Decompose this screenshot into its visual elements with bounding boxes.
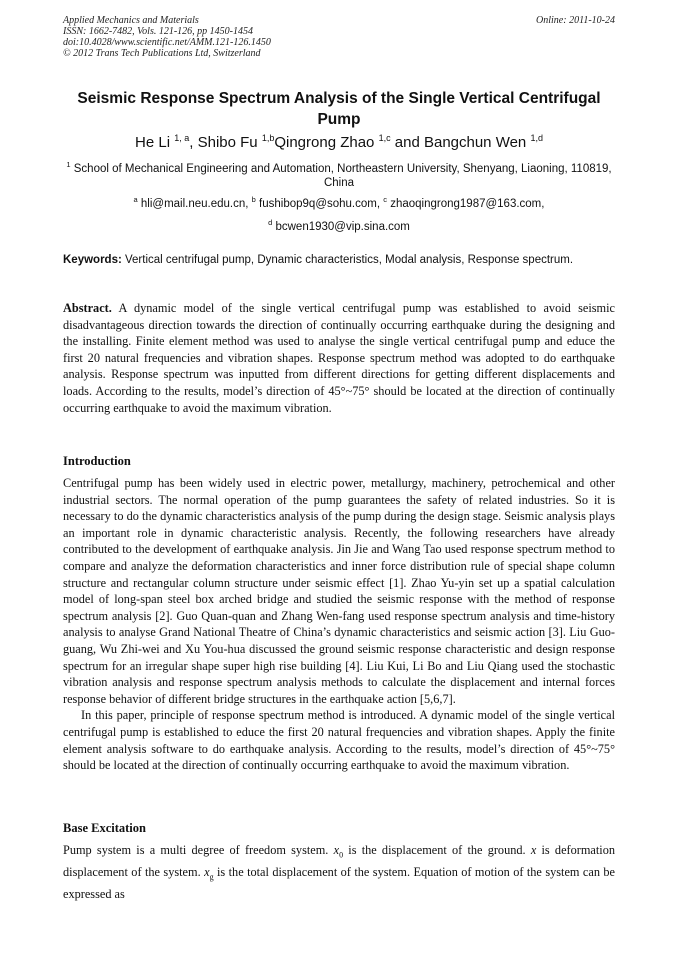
text-run: Pump system is a multi degree of freedom system. (63, 843, 329, 857)
email-line-1 (63, 195, 615, 210)
email-address: fushibop9q@sohu.com, (259, 198, 381, 210)
text-run: is the displacement of the ground. (348, 843, 526, 857)
email-address: hli@mail.neu.edu.cn, (140, 198, 249, 210)
email-address: zhaoqingrong1987@163.com, (390, 198, 545, 210)
copyright-line: © 2012 Trans Tech Publications Ltd, Switzerland (63, 48, 261, 59)
variable-symbol: x (204, 865, 210, 880)
author-name: Qingrong Zhao (274, 134, 375, 151)
author-list (63, 133, 615, 151)
author-separator: , (189, 134, 194, 151)
abstract-label: Abstract. (63, 301, 112, 315)
author-name: He Li (135, 134, 171, 151)
text-run: is deformation displacement of the system. (63, 843, 616, 880)
variable-x0 (333, 843, 344, 860)
base-excitation-paragraph (63, 842, 615, 903)
affiliation (63, 158, 615, 190)
email-mark: b (251, 195, 256, 204)
keywords-label: Keywords: (63, 254, 122, 266)
author-name: Bangchun Wen (423, 134, 527, 151)
variable-subscript: g (209, 872, 214, 882)
keywords-text: Vertical centrifugal pump, Dynamic characteristics, Modal analysis, Response spectrum. (125, 254, 574, 266)
online-date: Online: 2011-10-24 (536, 15, 615, 26)
author-separator: and (394, 134, 420, 151)
variable-subscript: 0 (339, 850, 344, 860)
section-heading-base-excitation: Base Excitation (63, 821, 146, 835)
issn-line: ISSN: 1662-7482, Vols. 121-126, pp 1450-1454 (63, 26, 253, 37)
variable-xg (204, 865, 214, 882)
paper-title: Seismic Response Spectrum Analysis of the Single Vertical Centrifugal Pump (77, 90, 601, 128)
author-affil-mark: 1,c (378, 133, 391, 143)
affiliation-mark: 1 (66, 160, 71, 169)
journal-name: Applied Mechanics and Materials (63, 15, 199, 26)
base-excitation-body (63, 842, 615, 903)
email-mark: d (268, 218, 273, 227)
text-run: is the total displacement of the system. Equation of motion of the system can be expressed as (63, 865, 616, 902)
introduction-paragraph-2: In this paper, principle of response spectrum method is introduced. A dynamic model of the single vertical centrifugal pump is established to educe the first 20 natural frequencies and vibration shapes. Apply the finite element analysis software to do earthquake analysis. According to the results, model’s direction of 45°~75° should be located at the direction of continually occurring earthquake to avoid the maximum vibration. (63, 708, 615, 773)
variable-symbol: x (333, 843, 340, 857)
author-name: Shibo Fu (197, 134, 258, 151)
email-mark: c (383, 195, 387, 204)
author-affil-mark: 1,b (261, 133, 275, 143)
introduction-body (63, 475, 615, 774)
abstract-block (63, 300, 615, 416)
affiliation-text: School of Mechanical Engineering and Automation, Northeastern University, Shenyang, Liaoning, 110819, China (73, 163, 612, 189)
section-heading-introduction: Introduction (63, 454, 131, 468)
abstract-text: A dynamic model of the single vertical centrifugal pump was established to avoid seismic disadvantageous direction towards the direction of continually occurring earthquake during the designing and the installing. Finite element method was used to analyse the single vertical centrifugal pump and educe the first 20 natural frequencies and vibration shapes. Response spectrum method was adopted to do earthquake analysis. Response spectrum was inputted from different directions for getting different displacements and loads. According to the results, model’s direction of 45°~75° should be located at the direction of continually occurring earthquake to avoid the maximum vibration. (63, 301, 615, 415)
author-affil-mark: 1, a (174, 133, 190, 143)
email-line-2 (63, 218, 615, 233)
keywords-block (63, 253, 615, 268)
introduction-paragraph-1: Centrifugal pump has been widely used in electric power, metallurgy, machinery, petrochemical and other industrial sectors. The normal operation of the pump guarantees the safety of related industries. So it is necessary to do the dynamic characteristics analysis of the pump during the design stage. Seismic analysis plays an important role in dynamic characteristic analysis. Recently, the following researchers have already contributed to the development of earthquake analysis. Jin Jie and Wang Tao used response spectrum method to compare and analyze the deformation characteristics and inner force distribution rule of special shape column structure and rectangular column structure under seismic effect [1]. Zhao Yu-yin set up a spatial calculation model of long-span steel box arched bridge and studied the seismic response with the method of response spectrum analysis [2]. Guo Quan-quan and Zhang Wen-fang used response spectrum analysis and time-history analysis to analyse Grand National Theatre of China’s dynamic characteristics and seismic action [3]. Liu Guo-guang, Wu Zhi-wei and Xu You-hua discussed the ground seismic response characteristic and design response spectrum for an irregular shape super high rise building [4]. Liu Kui, Li Bo and Liu Qiang used the stochastic vibration analysis and response spectrum analysis methods to calculate the displacement and internal forces response behavior of different bridge structures in the earthquake action [5,6,7]. (63, 476, 615, 706)
email-mark: a (133, 195, 138, 204)
variable-x: x (530, 843, 537, 857)
author-affil-mark: 1,d (530, 133, 543, 143)
doi-line: doi:10.4028/www.scientific.net/AMM.121-126.1450 (63, 37, 271, 48)
email-address: bcwen1930@vip.sina.com (275, 221, 410, 233)
